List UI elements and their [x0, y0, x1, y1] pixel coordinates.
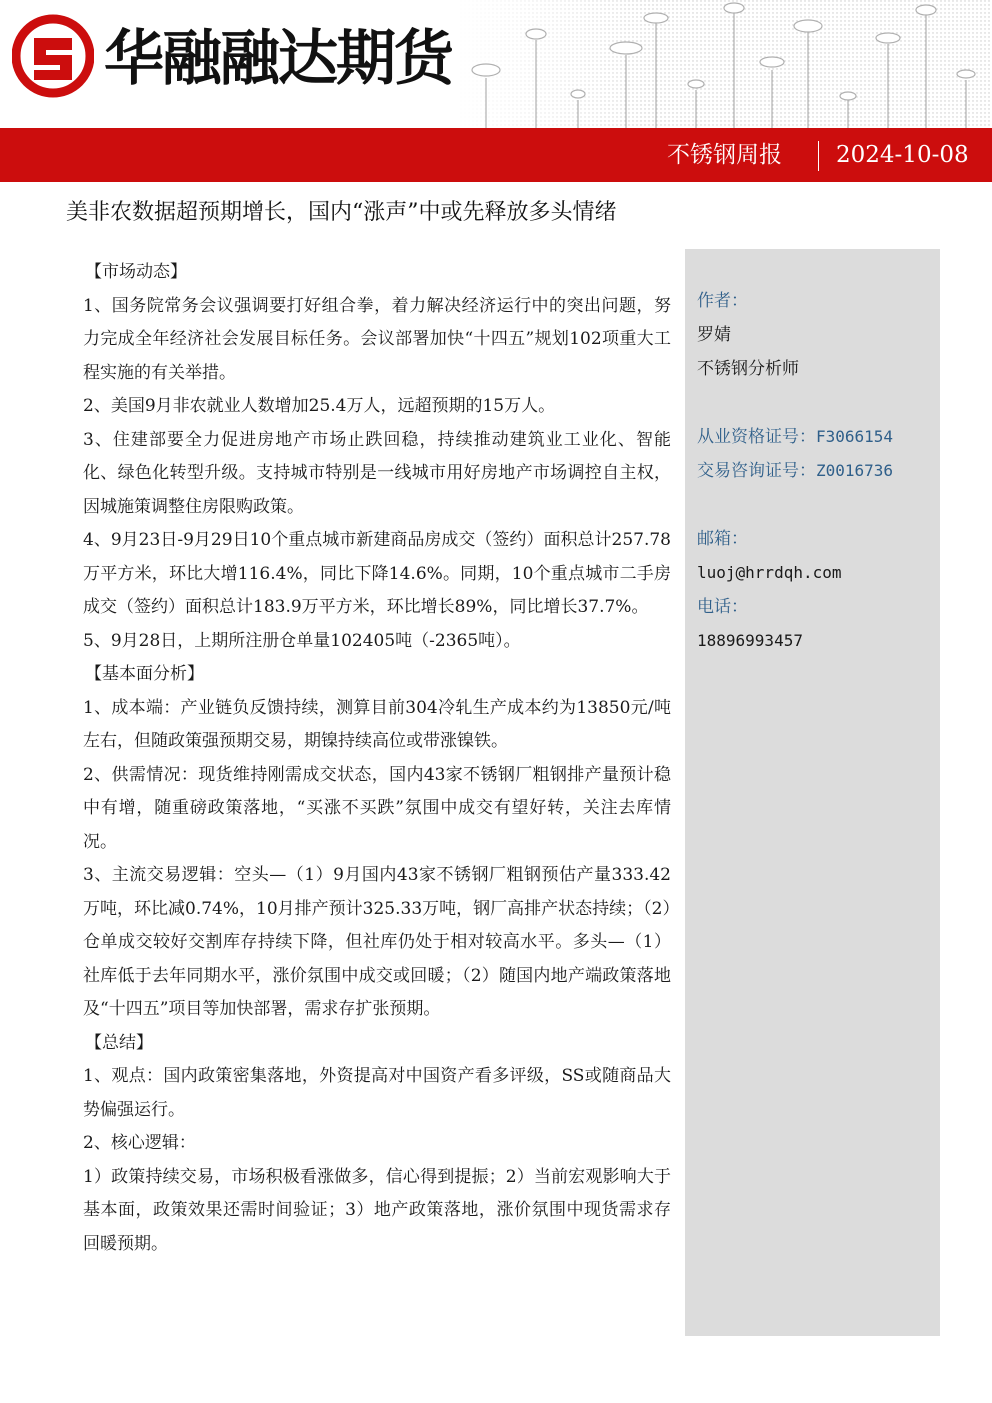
paragraph: 3、住建部要全力促进房地产市场止跌回稳，持续推动建筑业工业化、智能化、绿色化转型升级。支持城市特别是一线城市用好房地产市场调控自主权，因城施策调整住房限购政策。: [83, 429, 671, 517]
company-logo: [12, 12, 94, 100]
section-title: 【市场动态】: [85, 262, 187, 282]
section-title: 【总结】: [85, 1032, 153, 1053]
paragraph: 1、观点：国内政策密集落地，外资提高对中国资产看多评级，SS或随商品大势偏强运行。: [83, 1066, 671, 1120]
section-title: 【基本面分析】: [85, 664, 204, 684]
section-market: [83, 256, 671, 658]
paragraph: 1、国务院常务会议强调要打好组合拳，着力解决经济运行中的突出问题，努力完成全年经济社会发展目标任务。会议部署加快“十四五”规划102项重大工程实施的有关举措。: [83, 295, 671, 383]
page-header: [0, 0, 992, 128]
license-label: 从业资格证号：: [697, 427, 816, 447]
report-headline: 美非农数据超预期增长，国内“涨声”中或先释放多头情绪: [66, 200, 617, 225]
author-name: 罗婧: [697, 325, 731, 345]
brand-name: 华融融达期货: [104, 24, 452, 94]
email-link[interactable]: luoj@hrrdqh.com: [697, 563, 842, 582]
section-fundamentals: [83, 658, 671, 1027]
paragraph: 3、主流交易逻辑：空头—（1）9月国内43家不锈钢厂粗钢预估产量333.42万吨，环比减0.74%，10月排产预计325.33万吨，钢厂高排产状态持续；（2）仓单成交较好交割库存持续下降，但社库仍处于相对较高水平。多头—（1）社库低于去年同期水平，涨价氛围中成交或回暖；（2）随国内地产端政策落地及“十四五”项目等加快部署，需求存扩张预期。: [83, 865, 671, 1019]
decorative-pattern: [456, 0, 992, 128]
license-number: F3066154: [816, 427, 894, 446]
report-type: 不锈钢周报: [667, 142, 782, 168]
paragraph: 2、核心逻辑：: [83, 1133, 196, 1153]
author-label: 作者：: [697, 291, 748, 311]
main-content: [83, 256, 671, 1261]
paragraph: 1）政策持续交易，市场积极看涨做多，信心得到提振；2）当前宏观影响大于基本面，政策效果还需时间验证；3）地产政策落地，涨价氛围中现货需求存回暖预期。: [83, 1166, 671, 1254]
report-date: 2024-10-08: [836, 142, 969, 168]
paragraph: 4、9月23日-9月29日10个重点城市新建商品房成交（签约）面积总计257.78万平方米，环比大增116.4%，同比下降14.6%。同期，10个重点城市二手房成交（签约）面积总计183.9万平方米，环比增长89%，同比增长37.7%。: [83, 530, 671, 617]
section-summary: [83, 1027, 671, 1262]
paragraph: 2、美国9月非农就业人数增加25.4万人，远超预期的15万人。: [83, 396, 556, 416]
paragraph: 1、成本端：产业链负反馈持续，测算目前304冷轧生产成本约为13850元/吨左右，但随政策强预期交易，期镍持续高位或带涨镍铁。: [83, 697, 671, 751]
author-title: 不锈钢分析师: [697, 359, 799, 379]
paragraph: 2、供需情况：现货维持刚需成交状态，国内43家不锈钢厂粗钢排产量预计稳中有增，随重磅政策落地，“买涨不买跌”氛围中成交有望好转，关注去库情况。: [83, 764, 671, 852]
consult-label: 交易咨询证号：: [697, 461, 816, 481]
consult-number: Z0016736: [816, 461, 894, 480]
email-label: 邮箱：: [697, 529, 748, 549]
paragraph: 5、9月28日，上期所注册仓单量102405吨（-2365吨）。: [83, 630, 521, 651]
consult-row: [697, 459, 893, 483]
phone-label: 电话：: [697, 597, 748, 617]
license-row: [697, 425, 893, 449]
report-banner: [0, 128, 992, 182]
author-sidebar: [685, 249, 940, 1336]
banner-divider: [818, 141, 819, 171]
phone-number: 18896993457: [697, 631, 803, 650]
